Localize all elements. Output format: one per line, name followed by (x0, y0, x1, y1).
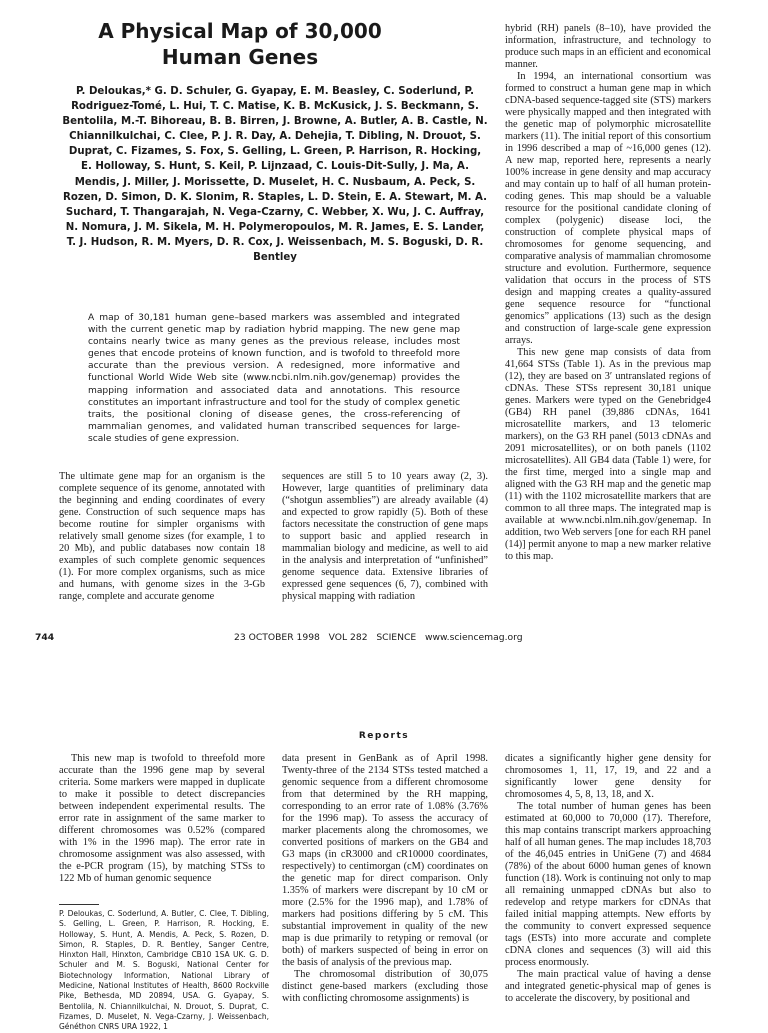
body-column-3 (505, 23, 711, 563)
page2-column-3 (505, 753, 711, 1005)
author-affiliations: P. Deloukas, C. Soderlund, A. Butler, C. Clee, T. Dibling, S. Gelling, L. Green, P. Harrison, R. Hocking, E. Holloway, S. Hunt, A. Mendis, A. Peck, S. Rozen, D. Simon, R. Staples, D. R. Bentley, Sanger Centre, Hinxton Hall, Hinxton, Cambridge CB10 1SA UK. G. D. Schuler and M. S. Boguski, National Center for Biotechnology Information, National Library of Medicine, National Institutes of Health, 8600 Rockville Pike, Bethesda, MD 20894, USA. G. Gyapay, S. Bentolila, N. Chiannilkulchai, N. Drouot, S. Duprat, C. Fizames, D. Muselet, N. Vega-Czarny, J. Weissenbach, Généthon CNRS URA 1922, 1 (59, 909, 269, 1032)
body-paragraph: The ultimate gene map for an organism is the complete sequence of its genome, annotated with the beginning and ending coordinates of every gene. Construction of such sequence maps has become routine for simpler organisms with relatively small genome sizes (for example, 1 to 20 Mb), and public databases now contain 18 examples of such complete genomic sequences (1). For more complex organisms, such as mice and humans, with genome sizes in the 3-Gb range, complete and accurate genome (59, 471, 265, 602)
footnote-divider (59, 904, 99, 905)
body-paragraph: dicates a significantly higher gene density for chromosomes 1, 11, 17, 19, and 22 and a significantly lower gene density for chromosomes 4, 5, 8, 13, 18, and X. (505, 753, 711, 800)
body-paragraph: The chromosomal distribution of 30,075 distinct gene-based markers (excluding those with conflicting chromosome assignments) is (282, 969, 488, 1004)
body-paragraph: This new map is twofold to threefold more accurate than the 1996 gene map by several criteria. Some markers were mapped in duplicate to make it possible to detect discrepancies between independent experimental results. The error rate in assignment of the same marker to different chromosomes was 0.52% (compared with 1% in the 1996 map). The error rate in chromosome assignment was also assessed, with the e-PCR program (15), by matching STSs to 122 Mb of human genomic sequence (59, 753, 265, 884)
abstract: A map of 30,181 human gene–based markers was assembled and integrated with the current genetic map by radiation hybrid mapping. The new gene map contains nearly twice as many genes as the previous release, includes most genes that encode proteins of known function, and is twofold to threefold more accurate than the previous version. A redesigned, more informative and functional World Wide Web site (www.ncbi.nlm.nih.gov/genemap) provides the mapping information and associated data and annotations. This resource constitutes an important infrastructure and tool for the study of complex genetic traits, the positional cloning of disease genes, the cross-referencing of mammalian genomes, and validated human transcribed sequences for large-scale studies of gene expression. (88, 313, 460, 444)
section-header: Reports (358, 731, 410, 741)
body-paragraph: This new gene map consists of data from 41,664 STSs (Table 1). As in the previous map (12), they are based on 3′ untranslated regions of cDNAs. These STSs represent 30,181 unique genes. Markers were typed on the Genebridge4 (GB4) RH panel (39,886 cDNAs, 1641 microsatellite markers, and 13 telomeric markers), on the G3 RH panel (5013 cDNAs and 2091 microsatellites), or on both panels (1102 microsatellites). All GB4 data (Table 1) were, for the first time, merged into a single map and aligned with the G3 RH map and the genetic map (11) with the 1102 microsatellite markers that are common to all three maps. The integrated map is available at www.ncbi.nlm.nih.gov/genemap. In addition, two Web servers [one for each RH panel (14)] permit anyone to map a new marker relative to this map. (505, 347, 711, 562)
journal-citation: 23 OCTOBER 1998 VOL 282 SCIENCE www.sciencemag.org (234, 632, 523, 643)
page2-column-1 (59, 753, 265, 885)
body-paragraph: sequences are still 5 to 10 years away (2, 3). However, large quantities of preliminary data (“shotgun assemblies”) are already available (4) and expected to grow rapidly (5). Both of these factors necessitate the construction of gene maps to support basic and applied research in mammalian biology and medicine, as well to aid in the analysis and interpretation of “unfinished” genome sequence data. Extensive libraries of expressed gene sequences (6, 7), combined with physical mapping with radiation (282, 471, 488, 602)
body-paragraph: The main practical value of having a dense and integrated genetic-physical map of genes is to accelerate the discovery, by positional and (505, 969, 711, 1004)
body-column-1 (59, 471, 265, 603)
body-paragraph: The total number of human genes has been estimated at 60,000 to 70,000 (17). Therefore, this map contains transcript markers approaching half of all human genes. The map includes 18,703 of the 46,045 entries in UniGene (7) and 4684 (78%) of the about 6000 human genes of known function (18). Work is continuing not only to map all remaining unmapped cDNAs but also to redevelop and retype markers for cDNAs that failed initial mapping attempts. New efforts by the community to convert expressed sequence tags (ESTs) into more accurate and complete cDNA clones and sequences (3) will aid this process enormously. (505, 801, 711, 968)
body-paragraph: In 1994, an international consortium was formed to construct a human gene map in which cDNA-based sequence-tagged site (STS) markers were physically mapped and then integrated with the genetic map of polymorphic microsatellite markers (11). The initial report of this consortium in 1996 described a map of ~16,000 genes (12). A new map, reported here, represents a nearly 100% increase in gene density and map accuracy and may contain up to half of all human protein-coding genes. This map should be a valuable resource for the positional candidate cloning of complex (polygenic) disease loci, the construction of complete physical maps of chromosomes for genome sequencing, and comparative analysis of mammalian chromosome structure and evolution. Furthermore, sequence validation that occurs in the process of STS design and mapping creates a quality-assured gene sequence resource for “functional genomics” applications (13) such as the design and construction of large-scale gene expression arrays. (505, 71, 711, 346)
page2-column-2 (282, 753, 488, 1005)
body-column-2 (282, 471, 488, 603)
page-number: 744 (35, 632, 55, 643)
body-paragraph: data present in GenBank as of April 1998. Twenty-three of the 2134 STSs tested matched a genomic sequence from a different chromosome from that determined by the RH mapping, corresponding to an error rate of 1.08% (3.76% for the 1996 map). To assess the accuracy of marker placements along the chromosomes, we converted positions of markers on the GB4 and G3 maps (in cR3000 and cR10000 coordinates, respectively) to centimorgan (cM) coordinates on the genetic map for direct comparison. Only 1.35% of markers were discrepant by 10 cM or more (2.5% for the 1996 map), and 1.78% of markers had positions differing by 5 cM. This substantial improvement in quality of the new map is due primarily to retyping or removal (or both) of markers suspected of being in error on the basis of analysis of the previous map. (282, 753, 488, 968)
author-list: P. Deloukas,* G. D. Schuler, G. Gyapay, E. M. Beasley, C. Soderlund, P. Rodriguez-Tomé, L. Hui, T. C. Matise, K. B. McKusick, J. S. Beckmann, S. Bentolila, M.-T. Bihoreau, B. B. Birren, J. Browne, A. Butler, A. B. Castle, N. Chiannilkulchai, C. Clee, P. J. R. Day, A. Dehejia, T. Dibling, N. Drouot, S. Duprat, C. Fizames, S. Fox, S. Gelling, L. Green, P. Harrison, R. Hocking, E. Holloway, S. Hunt, S. Keil, P. Lijnzaad, C. Louis-Dit-Sully, J. Ma, A. Mendis, J. Miller, J. Morissette, D. Muselet, H. C. Nusbaum, A. Peck, S. Rozen, D. Simon, D. K. Slonim, R. Staples, L. D. Stein, E. A. Stewart, M. A. Suchard, T. Thangarajah, N. Vega-Czarny, C. Webber, X. Wu, J. C. Auffray, N. Nomura, J. M. Sikela, M. H. Polymeropoulos, M. R. James, E. S. Lander, T. J. Hudson, R. M. Myers, D. R. Cox, J. Weissenbach, M. S. Boguski, D. R. Bentley (62, 86, 488, 264)
body-paragraph: hybrid (RH) panels (8–10), have provided the information, infrastructure, and technology to produce such maps in an efficient and economical manner. (505, 23, 711, 70)
article-title: A Physical Map of 30,000 Human Genes (98, 19, 382, 69)
